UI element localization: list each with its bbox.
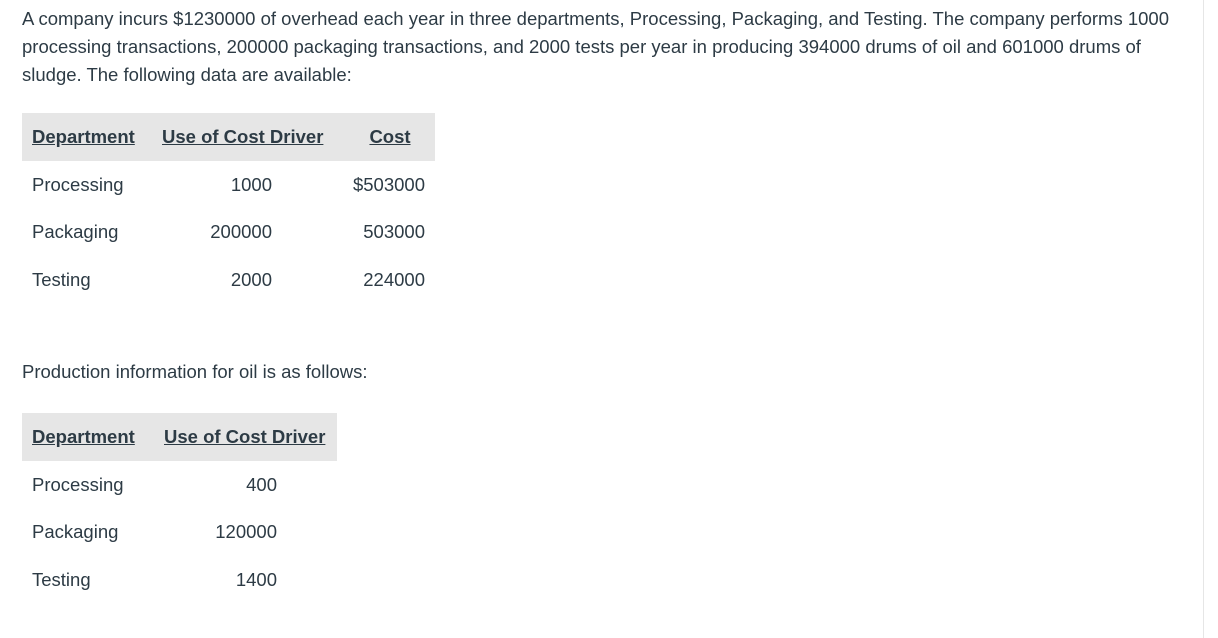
table-row xyxy=(22,209,435,257)
cell-department: Testing xyxy=(32,268,91,290)
header-department: Department xyxy=(22,413,154,461)
department-cost-table xyxy=(22,113,435,304)
production-info-text: Production information for oil is as follows: xyxy=(22,361,368,382)
cell-department: Processing xyxy=(32,173,124,195)
cell-cost: 503000 xyxy=(363,221,425,243)
header-department: Department xyxy=(22,113,152,161)
table-row xyxy=(22,256,435,304)
header-use-of-cost-driver: Use of Cost Driver xyxy=(154,413,337,461)
cell-use-of-cost-driver: 1000 xyxy=(230,173,272,195)
cell-department: Processing xyxy=(32,473,124,495)
header-cost: Cost xyxy=(335,113,435,161)
cell-department: Packaging xyxy=(32,521,119,543)
table-header-row xyxy=(22,413,337,461)
cell-department: Testing xyxy=(32,568,91,590)
table-row xyxy=(22,509,337,557)
cell-cost: 224000 xyxy=(363,268,425,290)
page-right-border xyxy=(1203,0,1218,638)
problem-intro-text: A company incurs $1230000 of overhead each year in three departments, Processing, Packaging, and Testing. The company performs 1000 processing transactions, 200000 packaging transactions, and 2000 tests per year in producing 394000 drums of oil and 601000 drums of sludge. The following data are available: xyxy=(22,8,1170,85)
table-row xyxy=(22,161,435,209)
table-header-row xyxy=(22,113,435,161)
cell-use-of-cost-driver: 200000 xyxy=(210,221,272,243)
header-use-of-cost-driver: Use of Cost Driver xyxy=(152,113,335,161)
oil-production-table xyxy=(22,413,337,604)
cell-department: Packaging xyxy=(32,221,119,243)
cell-use-of-cost-driver: 1400 xyxy=(235,568,277,590)
table-row xyxy=(22,556,337,604)
cell-use-of-cost-driver: 400 xyxy=(246,473,277,495)
table-row xyxy=(22,461,337,509)
cell-cost: $503000 xyxy=(352,173,425,195)
cell-use-of-cost-driver: 120000 xyxy=(215,521,277,543)
cell-use-of-cost-driver: 2000 xyxy=(230,268,272,290)
